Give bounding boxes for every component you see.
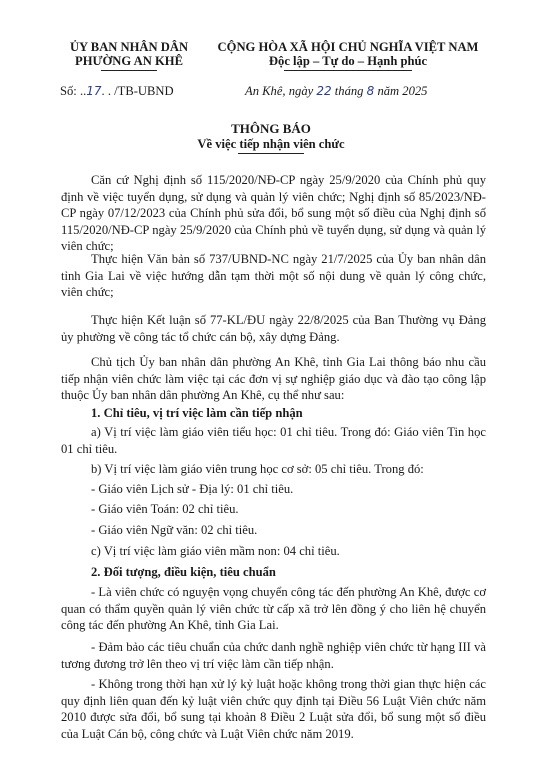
section-2-heading: 2. Đối tượng, điều kiện, tiêu chuẩn	[91, 565, 276, 579]
section-1-item-b1: - Giáo viên Lịch sử - Địa lý: 01 chỉ tiêu.	[91, 482, 294, 496]
document-date: An Khê, ngày 22 tháng 8 năm 2025	[245, 84, 428, 98]
section-1-heading: 1. Chỉ tiêu, vị trí việc làm cần tiếp nhận	[91, 406, 303, 420]
document-number: Số: ..17. . /TB-UBND	[60, 84, 174, 98]
section-1-item-a: a) Vị trí việc làm giáo viên tiểu học: 01 chỉ tiêu. Trong đó: Giáo viên Tin học 01 chỉ tiêu.	[61, 425, 486, 456]
section-2-condition-1: - Là viên chức có nguyện vọng chuyển công tác đến phường An Khê, được cơ quan có thẩm quyền quản lý viên chức từ cấp xã trở lên đồng ý cho liên hệ chuyển công tác đến phường An Khê, tỉnh Gia Lai.	[61, 585, 486, 633]
national-motto: CỘNG HÒA XÃ HỘI CHỦ NGHĨA VIỆT NAM	[217, 40, 479, 54]
slogan-underline	[284, 70, 412, 71]
document-subject: Về việc tiếp nhận viên chức	[197, 137, 345, 151]
legal-basis-paragraph-1: Căn cứ Nghị định số 115/2020/NĐ-CP ngày 25/9/2020 của Chính phủ quy định về việc tuyển dụng, sử dụng và quản lý viên chức; Nghị định số 85/2023/NĐ-CP ngày 07/12/2023 của Chính phủ sửa đổi, bổ sung một số điều của Nghị định số 115/2020/NĐ-CP ngày 25/9/2020 của Chính phủ về tuyển dụng, sử dụng và quản lý viên chức;	[61, 173, 486, 254]
handwritten-number: 17	[86, 84, 102, 98]
section-1-item-b3: - Giáo viên Ngữ văn: 02 chỉ tiêu.	[91, 523, 258, 537]
section-1-item-b: b) Vị trí việc làm giáo viên trung học cơ sở: 05 chỉ tiêu. Trong đó:	[91, 462, 424, 476]
section-2-condition-3: - Không trong thời hạn xử lý kỷ luật hoặc không trong thời gian thực hiện các quy định liên quan đến kỷ luật viên chức quy định tại Điều 56 Luật Viên chức năm 2010 được sửa đổi, bổ sung tại khoản 8 Điều 2 Luật sửa đổi, bổ sung một số điều của Luật Cán bộ, công chức và Luật Viên chức năm 2019.	[61, 677, 486, 741]
agency-name: ỦY BAN NHÂN DÂN	[69, 40, 189, 54]
section-1-item-c: c) Vị trí việc làm giáo viên mầm non: 04 chỉ tiêu.	[91, 544, 340, 558]
announcement-paragraph: Chủ tịch Ủy ban nhân dân phường An Khê, tỉnh Gia Lai thông báo nhu cầu tiếp nhận viên chức làm việc tại các đơn vị sự nghiệp giáo dục và đào tạo công lập thuộc Ủy ban nhân dân phường An Khê, cụ thể như sau:	[61, 355, 486, 403]
handwritten-day: 22	[316, 84, 332, 98]
section-2-condition-2: - Đảm bảo các tiêu chuẩn của chức danh nghề nghiệp viên chức từ hạng III và tương đương trở lên theo vị trí việc làm cần tiếp nhận.	[61, 640, 486, 671]
legal-basis-paragraph-2: Thực hiện Văn bản số 737/UBND-NC ngày 21/7/2025 của Ủy ban nhân dân tỉnh Gia Lai về việc hướng dẫn tạm thời một số nội dung về quản lý công chức, viên chức;	[61, 252, 486, 300]
agency-subname: PHƯỜNG AN KHÊ	[75, 54, 183, 68]
section-1-item-b2: - Giáo viên Toán: 02 chỉ tiêu.	[91, 502, 239, 516]
document-title: THÔNG BÁO	[231, 121, 311, 136]
agency-underline	[101, 70, 157, 71]
national-slogan: Độc lập – Tự do – Hạnh phúc	[268, 54, 428, 68]
title-underline	[238, 153, 304, 154]
handwritten-month: 8	[366, 84, 375, 98]
legal-basis-paragraph-3: Thực hiện Kết luận số 77-KL/ĐU ngày 22/8/2025 của Ban Thường vụ Đảng ủy phường về công tác tổ chức cán bộ, xây dựng Đảng.	[61, 313, 486, 344]
